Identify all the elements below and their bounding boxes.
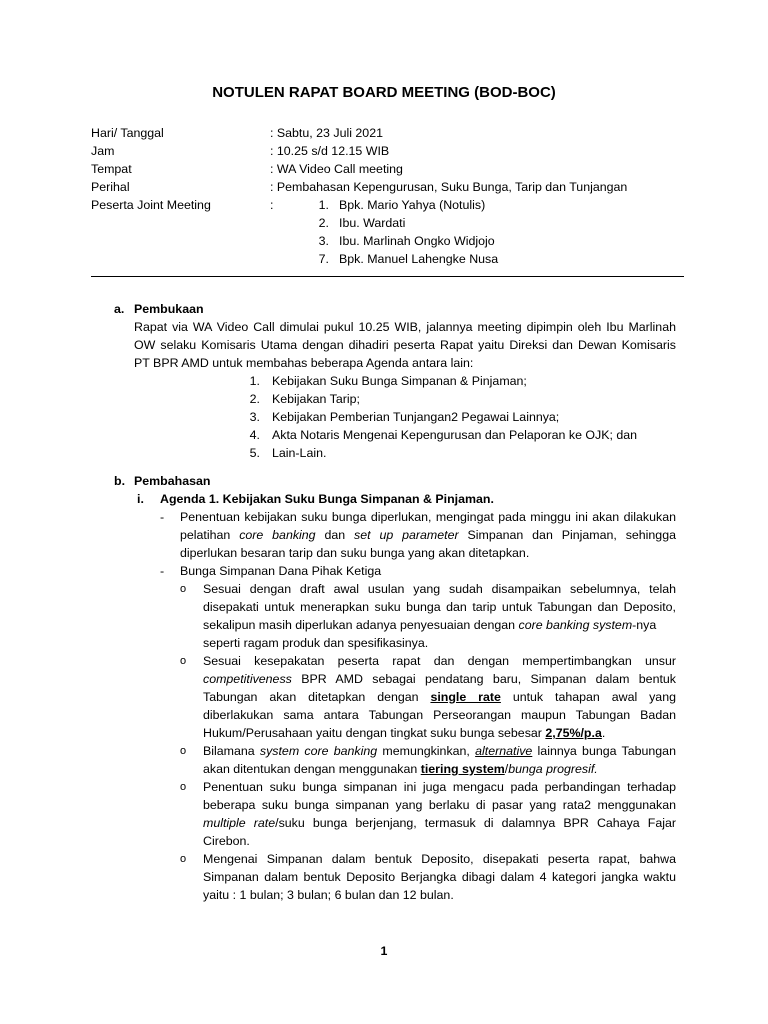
- text-run: single rate: [430, 690, 501, 704]
- circle-bullet: o: [180, 853, 187, 865]
- text-run: Hukum/Perusahaan yaitu dengan tingkat suku bunga sebesar: [203, 726, 542, 740]
- text-run: akan ditentukan dengan menggunakan: [203, 762, 418, 776]
- agenda-number: 1.: [249, 374, 260, 388]
- text-run: /suku bunga berjenjang, termasuk di dalamnya BPR Cahaya Fajar: [275, 816, 676, 830]
- text-run: .: [601, 726, 606, 740]
- agenda-item: Lain-Lain.: [272, 446, 327, 460]
- section-a-heading: Pembukaan: [134, 302, 204, 316]
- subsection-marker: i.: [137, 492, 144, 506]
- text-run: -nya: [632, 618, 657, 632]
- meta-value: : Pembahasan Kepengurusan, Suku Bunga, Tarip dan Tunjangan: [270, 180, 628, 194]
- meta-label: Jam: [91, 144, 115, 158]
- paragraph-line: yaitu : 1 bulan; 3 bulan; 6 bulan dan 12 bulan.: [203, 888, 454, 902]
- section-b-heading: Pembahasan: [134, 474, 211, 488]
- meta-label: Hari/ Tanggal: [91, 126, 164, 140]
- paragraph-line: [203, 618, 656, 632]
- agenda-number: 2.: [249, 392, 260, 406]
- paragraph-line: Simpanan dalam bentuk Deposito Berjangka dibagi dalam 4 kategori jangka waktu: [203, 870, 676, 884]
- text-run: untuk tahapan awal yang: [512, 690, 676, 704]
- section-a-marker: a.: [114, 302, 125, 316]
- text-run: dan: [324, 528, 346, 542]
- text-run: 2,75%/p.a: [545, 726, 602, 740]
- agenda-number: 4.: [249, 428, 260, 442]
- text-run: core banking: [239, 528, 316, 542]
- section-divider: [91, 276, 684, 277]
- paragraph-line: disepakati untuk menerapkan suku bunga dan tarip untuk Tabungan dan Deposito,: [203, 600, 676, 614]
- paragraph-line: OW selaku Komisaris Utama dengan dihadiri peserta Rapat yaitu Direksi dan Dewan Komisaris: [134, 338, 676, 352]
- text-run: BPR AMD sebagai pendatang baru, Simpanan dalam bentuk: [301, 672, 676, 686]
- paragraph-line: seperti ragam produk dan spesifikasinya.: [203, 636, 429, 650]
- circle-bullet: o: [180, 781, 187, 793]
- paragraph-line: [180, 528, 676, 542]
- paragraph-line: diperlukan besaran tarip dan suku bunga yang akan ditetapkan.: [180, 546, 530, 560]
- text-run: pelatihan: [180, 528, 231, 542]
- agenda-number: 3.: [249, 410, 260, 424]
- dash-bullet: -: [160, 510, 165, 524]
- paragraph-line: Rapat via WA Video Call dimulai pukul 10.25 WIB, jalannya meeting dipimpin oleh Ibu Marlinah: [134, 320, 676, 334]
- meta-label: Peserta Joint Meeting: [91, 198, 211, 212]
- paragraph-line: [203, 744, 676, 758]
- paragraph-line: [203, 762, 598, 776]
- meta-value: : WA Video Call meeting: [270, 162, 403, 176]
- participant-name: Bpk. Mario Yahya (Notulis): [339, 198, 486, 212]
- meta-value: : 10.25 s/d 12.15 WIB: [270, 144, 390, 158]
- subsection-heading: Agenda 1. Kebijakan Suku Bunga Simpanan & Pinjaman.: [160, 492, 494, 506]
- participant-name: Bpk. Manuel Lahengke Nusa: [339, 252, 499, 266]
- agenda-item: Kebijakan Suku Bunga Simpanan & Pinjaman;: [272, 374, 527, 388]
- text-run: system core banking: [259, 744, 378, 758]
- meta-label: Perihal: [91, 180, 130, 194]
- paragraph-line: diberlakukan sama antara Tabungan Perseorangan maupun Tabungan Badan: [203, 708, 676, 722]
- agenda-item: Akta Notaris Mengenai Kepengurusan dan Pelaporan ke OJK; dan: [272, 428, 638, 442]
- paragraph-line: Bunga Simpanan Dana Pihak Ketiga: [180, 564, 382, 578]
- section-b-marker: b.: [114, 474, 126, 488]
- document-title: NOTULEN RAPAT BOARD MEETING (BOD-BOC): [212, 84, 556, 101]
- paragraph-line: Mengenai Simpanan dalam bentuk Deposito, disepakati peserta rapat, bahwa: [203, 852, 676, 866]
- circle-bullet: o: [180, 583, 187, 595]
- agenda-number: 5.: [249, 446, 260, 460]
- participant-number: 1.: [318, 198, 329, 212]
- agenda-item: Kebijakan Pemberian Tunjangan2 Pegawai Lainnya;: [272, 410, 560, 424]
- paragraph-line: beberapa suku bunga simpanan yang berlaku di pasar yang rata2 menggunakan: [203, 798, 676, 812]
- text-run: sekalipun masih diperlukan adanya penyesuaian dengan: [203, 618, 516, 632]
- text-run: /: [504, 762, 509, 776]
- participant-number: 7.: [318, 252, 329, 266]
- paragraph-line: [203, 726, 605, 740]
- paragraph-line: Cirebon.: [203, 834, 250, 848]
- dash-bullet: -: [160, 564, 165, 578]
- text-run: core banking system: [518, 618, 633, 632]
- text-run: lainnya bunga Tabungan: [537, 744, 676, 758]
- paragraph-line: Penentuan kebijakan suku bunga diperlukan, mengingat pada minggu ini akan dilakukan: [180, 510, 676, 524]
- circle-bullet: o: [180, 655, 187, 667]
- text-run: alternative: [475, 744, 533, 758]
- text-run: bunga progresif.: [508, 762, 598, 776]
- paragraph-line: [203, 816, 676, 830]
- text-run: tiering system: [420, 762, 505, 776]
- meta-value: :: [270, 198, 274, 212]
- paragraph-line: [203, 672, 676, 686]
- participant-name: Ibu. Wardati: [339, 216, 406, 230]
- participant-number: 3.: [318, 234, 329, 248]
- agenda-item: Kebijakan Tarip;: [272, 392, 360, 406]
- paragraph-line: Sesuai kesepakatan peserta rapat dan dengan mempertimbangkan unsur: [203, 654, 676, 668]
- meta-label: Tempat: [91, 162, 132, 176]
- text-run: competitiveness: [203, 672, 292, 686]
- text-run: Tabungan akan ditetapkan dengan: [203, 690, 419, 704]
- participant-number: 2.: [318, 216, 329, 230]
- text-run: set up parameter: [354, 528, 459, 542]
- text-run: memungkinkan,: [382, 744, 470, 758]
- text-run: Bilamana: [203, 744, 255, 758]
- page-number: 1: [380, 944, 388, 958]
- circle-bullet: o: [180, 745, 187, 757]
- paragraph-line: Sesuai dengan draft awal usulan yang sudah disampaikan sebelumnya, telah: [203, 582, 676, 596]
- paragraph-line: PT BPR AMD untuk membahas beberapa Agenda antara lain:: [134, 356, 474, 370]
- participant-name: Ibu. Marlinah Ongko Widjojo: [339, 234, 495, 248]
- text-run: Simpanan dan Pinjaman, sehingga: [467, 528, 676, 542]
- text-run: multiple rate: [203, 816, 276, 830]
- paragraph-line: [203, 690, 676, 704]
- meta-value: : Sabtu, 23 Juli 2021: [270, 126, 383, 140]
- paragraph-line: Penentuan suku bunga simpanan ini juga mengacu pada perbandingan terhadap: [203, 780, 676, 794]
